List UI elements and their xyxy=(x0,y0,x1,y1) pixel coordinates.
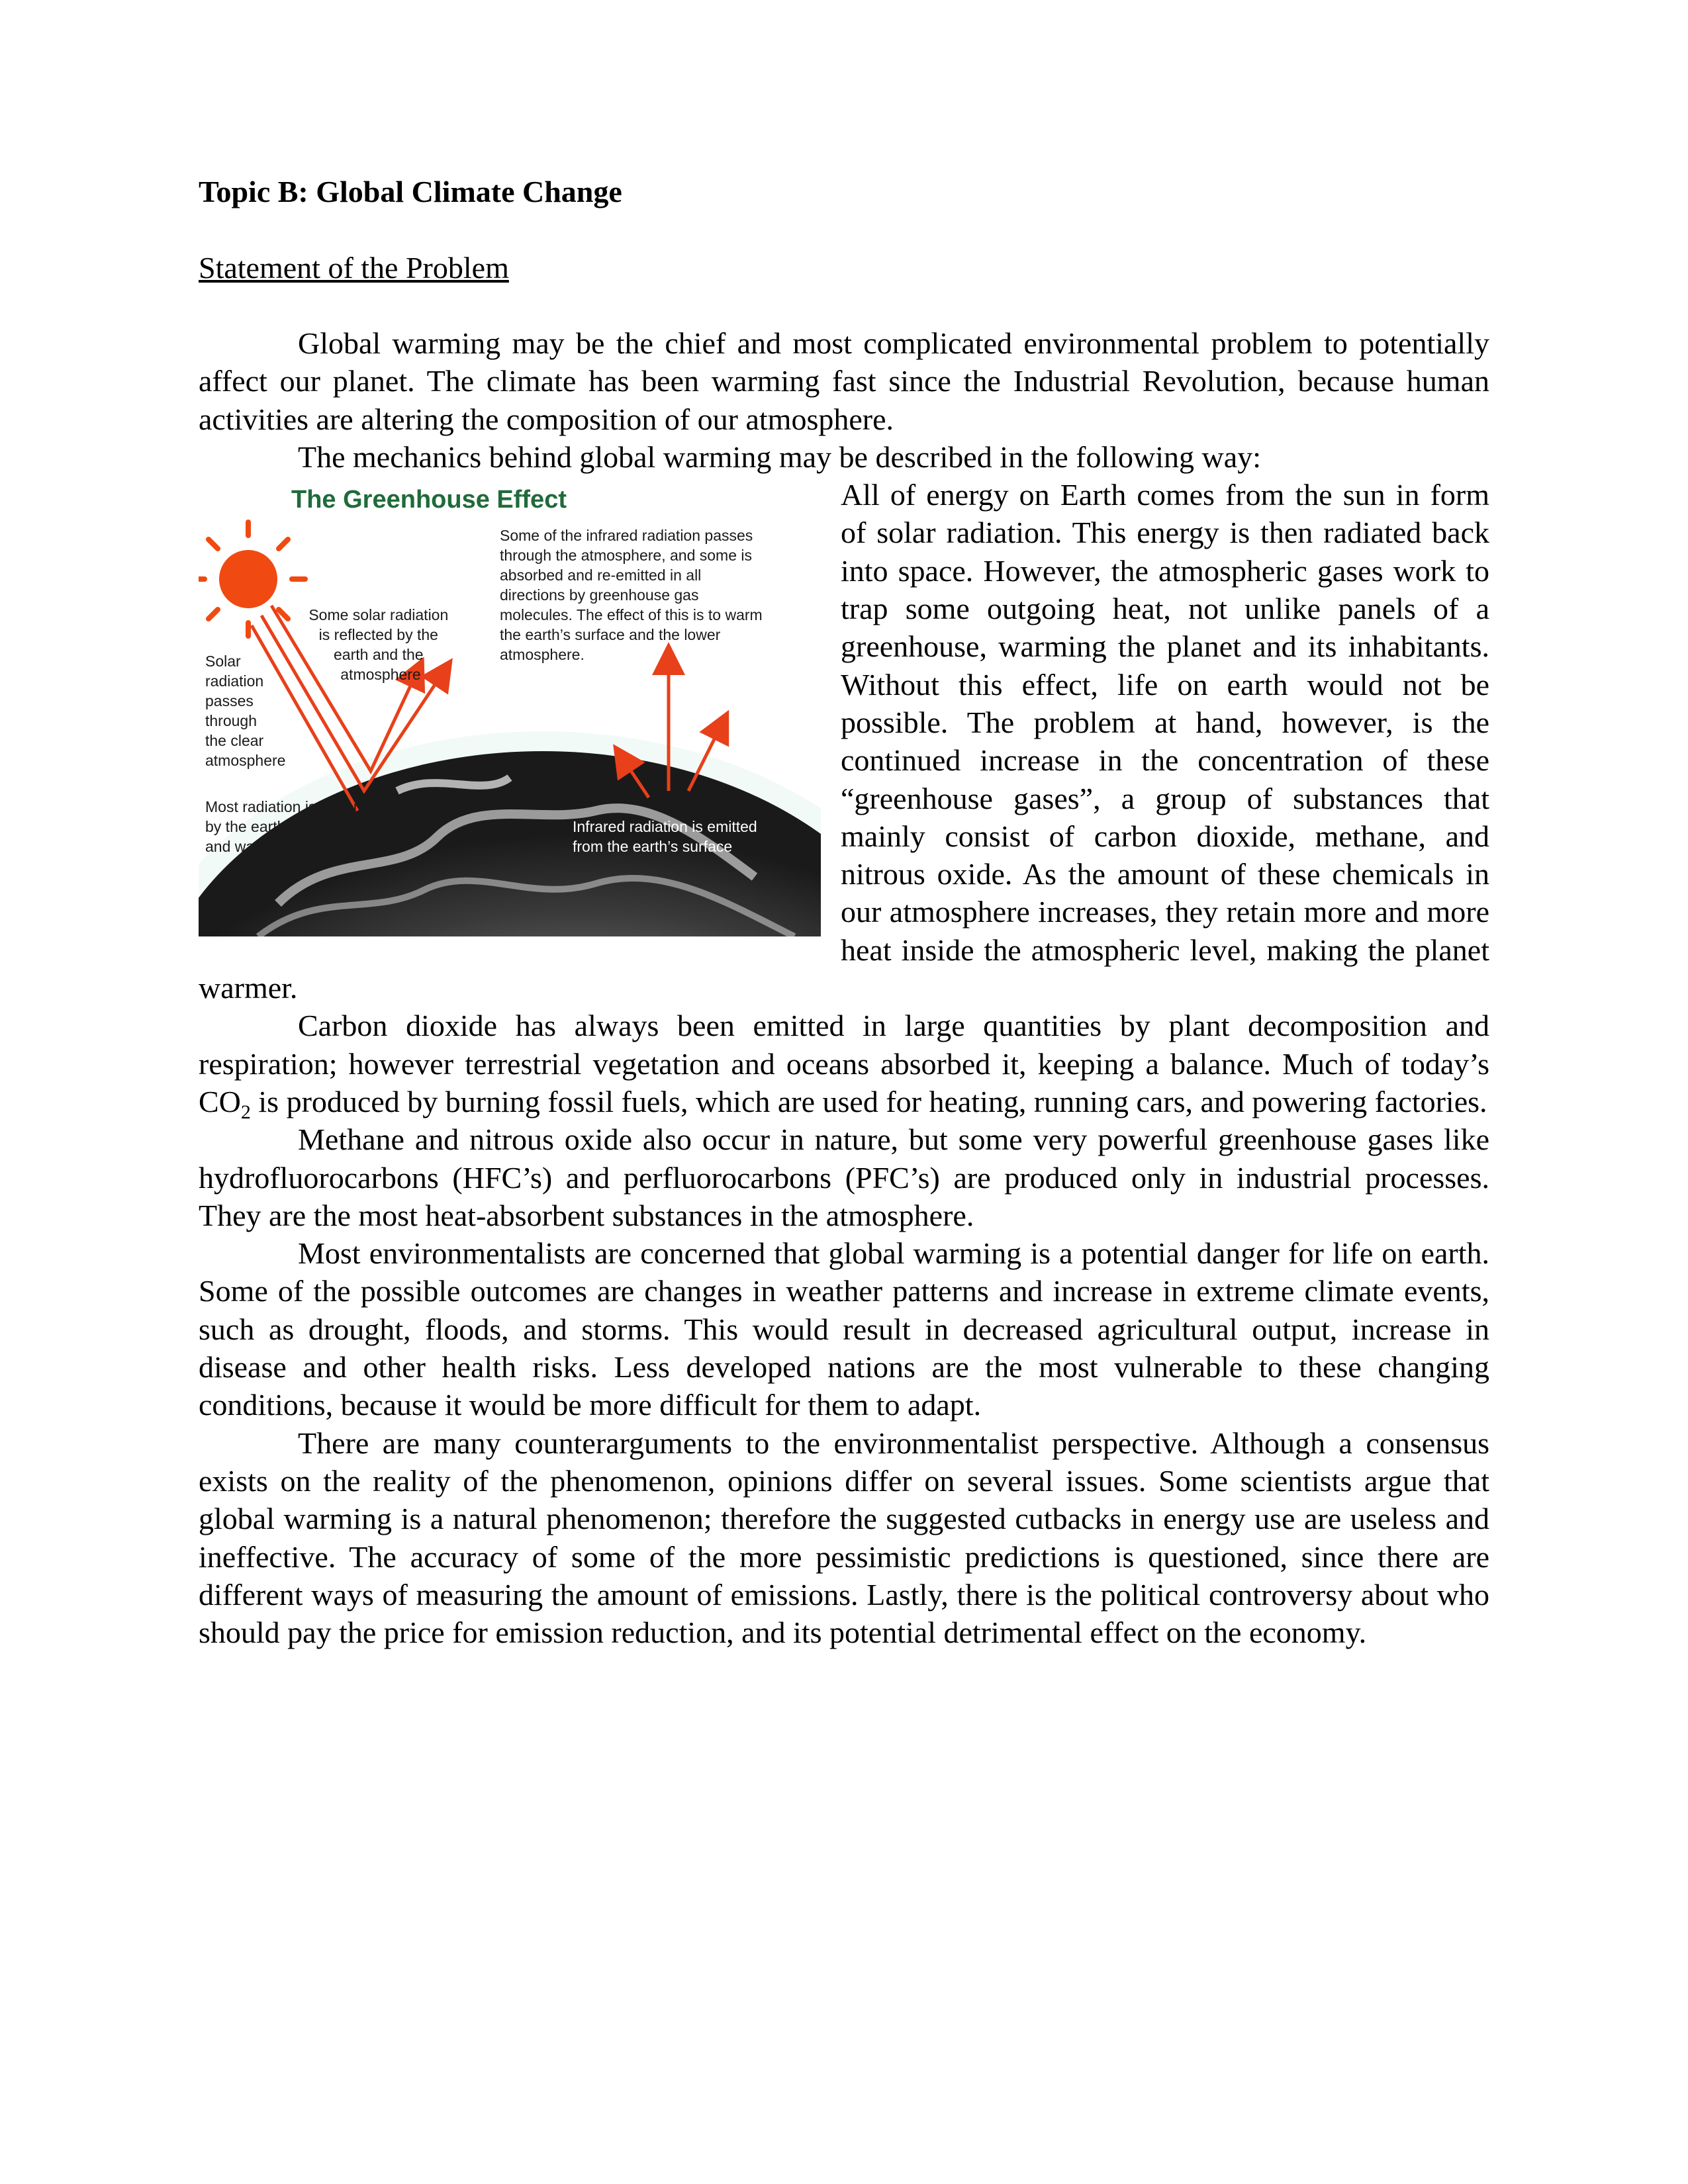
co2-subscript: 2 xyxy=(240,1101,251,1124)
paragraph-mechanics: The mechanics behind global warming may be described in the following way: xyxy=(298,439,1261,474)
paragraph-counterarguments: There are many counterarguments to the environmentalist perspective. Although a consensus exists on the reality of the phenomenon, opinions differ on several issues. Some scientists argue that global warming is a natural phenomenon; therefore the suggested cutbacks in energy use are useless and ineffective. The accuracy of some of the more pessimistic predictions is questioned, since there are different ways of measuring the amount of emissions. Lastly, there is the political controversy about who should pay the price for emission reduction, and its potential detrimental effect on the economy. xyxy=(199,1426,1489,1650)
paragraph-environmentalists: Most environmentalists are concerned that global warming is a potential danger for life on earth. Some of the possible outcomes are changes in weather patterns and increase in extreme climate events, such as drought, floods, and storms. This would result in decreased agricultural output, increase in disease and other health risks. Less developed nations are the most vulnerable to these changing conditions, because it would be more difficult for them to adapt. xyxy=(199,1236,1489,1422)
label-solar-passes: Solar radiation passes through the clear atmosphere xyxy=(205,653,286,770)
document-body xyxy=(199,324,1489,1651)
document-title: Topic B: Global Climate Change xyxy=(199,175,622,208)
paragraph-carbon-dioxide xyxy=(199,1007,1489,1124)
section-heading: Statement of the Problem xyxy=(199,251,509,285)
figure-title: The Greenhouse Effect xyxy=(291,486,567,514)
label-emitted: Infrared radiation is emitted from the earth’s surface xyxy=(573,818,757,856)
document-page xyxy=(199,172,1489,1651)
greenhouse-effect-figure xyxy=(199,480,821,936)
label-absorbed: Most radiation is absorbed by the earth’s surface and warms it xyxy=(205,798,384,856)
label-reflected: Some solar radiation is reflected by the earth and the atmosphere xyxy=(308,606,449,684)
co2-text-before: Carbon dioxide has always been emitted in large quantities by plant decomposition and respiration; however terrestrial vegetation and oceans absorbed it, keeping a balance. Much of today’s CO xyxy=(199,1009,1489,1118)
co2-text-after: is produced by burning fossil fuels, which are used for heating, running cars, and powering factories. xyxy=(250,1084,1487,1118)
paragraph-methane: Methane and nitrous oxide also occur in nature, but some very powerful greenhouse gases like hydrofluorocarbons (HFC’s) and perfluorocarbons (PFC’s) are produced only in industrial processes. They are the most heat-absorbent substances in the atmosphere. xyxy=(199,1122,1489,1232)
paragraph-intro: Global warming may be the chief and most complicated environmental problem to potentially affect our planet. The climate has been warming fast since the Industrial Revolution, because human activities are altering the composition of our atmosphere. xyxy=(199,326,1489,436)
paragraph-energy: All of energy on Earth comes from the sun in form of solar radiation. This energy is then radiated back into space. However, the atmospheric gases work to trap some outgoing heat, not unlike panels of a greenhouse, warming the planet and its inhabitants. Without this effect, life on earth would not be possible. The problem at hand, however, is the continued increase in the concentration of these “greenhouse gases”, a group of substances that mainly consist of carbon dioxide, methane, and nitrous oxide. As the amount of these chemicals in our atmosphere increases, they retain more and more heat inside the atmospheric level, making the planet warmer. xyxy=(199,478,1489,1005)
label-infrared-passes: Some of the infrared radiation passes through the atmosphere, and some is absorbed and re-emitted in all directions by greenhouse gas molecules. The effect of this is to warm the earth’s surface and the lower atmosphere. xyxy=(500,527,763,664)
greenhouse-diagram xyxy=(199,480,821,936)
